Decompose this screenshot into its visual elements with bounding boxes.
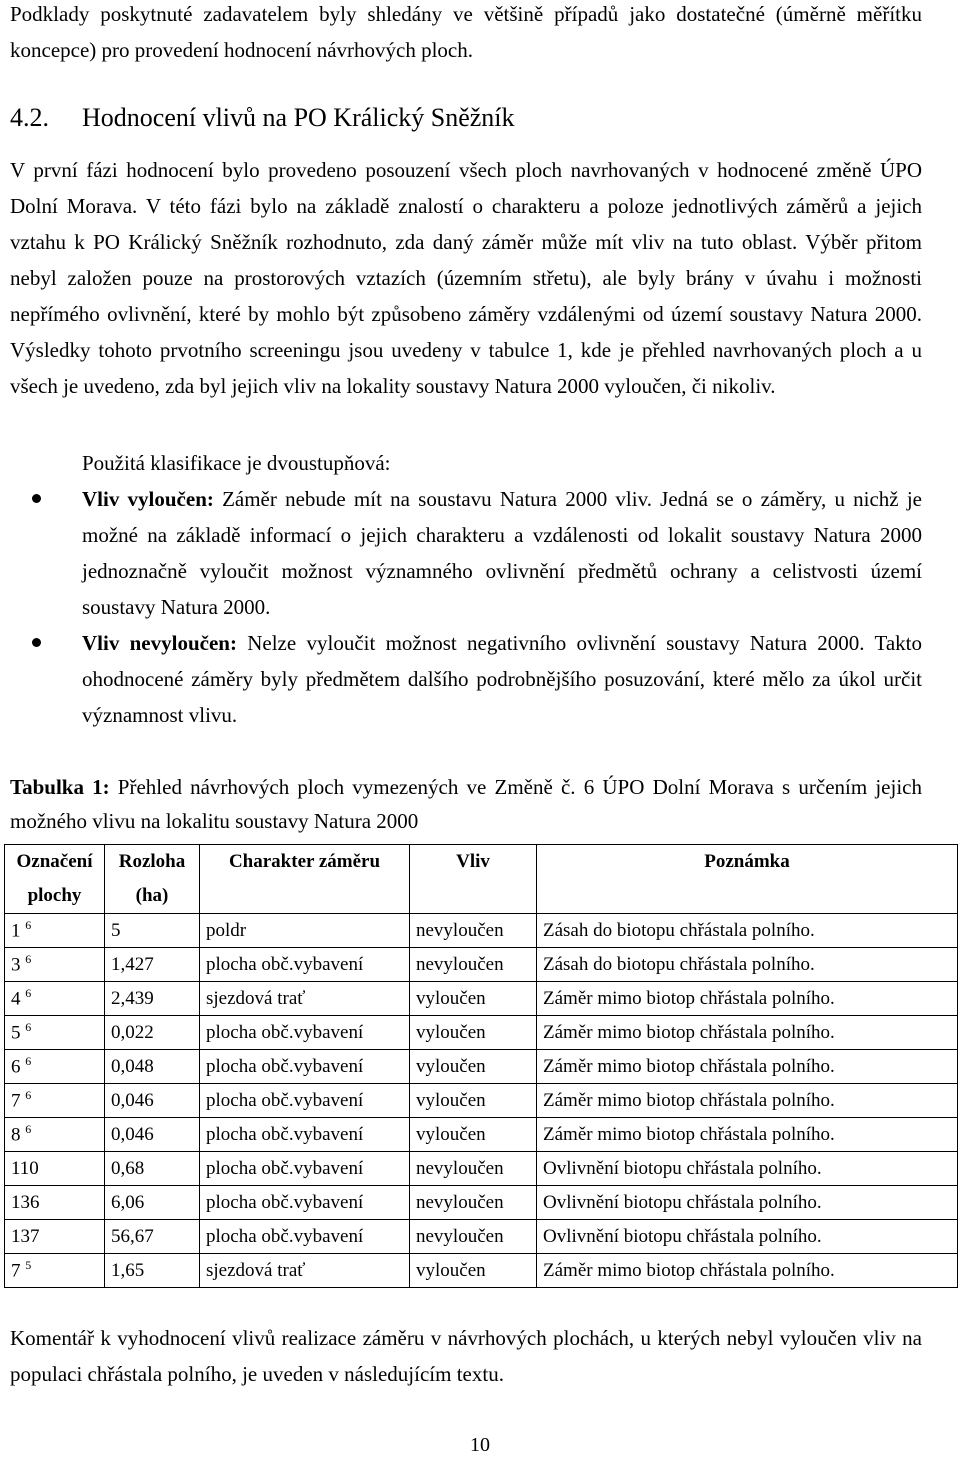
- plot-id-cell: [5, 948, 105, 982]
- impact-cell: [410, 1186, 537, 1220]
- plots-table: [4, 844, 958, 1288]
- impact-cell-text: vyloučen: [416, 1055, 486, 1077]
- type-cell: [200, 1084, 410, 1118]
- note-cell: [537, 1152, 958, 1186]
- type-cell-text: plocha obč.vybavení: [206, 1123, 364, 1145]
- header-cell: Poznámka: [537, 845, 958, 914]
- type-cell-text: plocha obč.vybavení: [206, 1191, 364, 1213]
- plot-id-cell-text: 110: [11, 1157, 39, 1179]
- type-cell: [200, 1118, 410, 1152]
- impact-cell: [410, 1254, 537, 1288]
- impact-cell-text: nevyloučen: [416, 1225, 504, 1247]
- note-cell-text: Ovlivnění biotopu chřástala polního.: [543, 1157, 822, 1179]
- plot-id-cell-text: 8: [11, 1124, 21, 1146]
- plot-id-cell: [5, 914, 105, 948]
- plot-id-cell: [5, 1084, 105, 1118]
- table-row: [5, 1254, 958, 1288]
- header-cell: Vliv: [410, 845, 537, 914]
- note-cell-text: Ovlivnění biotopu chřástala polního.: [543, 1225, 822, 1247]
- plot-id-cell: [5, 1016, 105, 1050]
- impact-cell-text: nevyloučen: [416, 953, 504, 975]
- screening-paragraph: V první fázi hodnocení bylo provedeno posouzení všech ploch navrhovaných v hodnocené změně ÚPO Dolní Morava. V této fázi bylo na základě znalostí o charakteru a poloze jednotlivých záměrů a jejich vztahu k PO Králický Sněžník rozhodnuto, zda daný záměr může mít vliv na tuto oblast. Výběr přitom nebyl založen pouze na prostorových vztazích (územním střetu), ale byly brány v úvahu i možnosti nepřímého ovlivnění, které by mohlo být způsobeno záměry vzdálenými od území soustavy Natura 2000. Výsledky tohoto prvotního screeningu jsou uvedeny v tabulce 1, kde je přehled navrhovaných ploch a u všech je uvedeno, zda byl jejich vliv na lokality soustavy Natura 2000 vyloučen, či nikoliv.: [10, 158, 922, 398]
- plot-id-cell-text: 136: [11, 1191, 40, 1213]
- area-cell-text: 0,68: [111, 1157, 145, 1179]
- table-body: [5, 914, 958, 1288]
- area-cell: [105, 1016, 200, 1050]
- intro-paragraph: Podklady poskytnuté zadavatelem byly shledány ve většině případů jako dostatečné (úměrně měřítku koncepce) pro provedení hodnocení návrhových ploch.: [10, 2, 922, 62]
- note-cell-text: Záměr mimo biotop chřástala polního.: [543, 1123, 835, 1145]
- area-cell-text: 0,022: [111, 1021, 154, 1043]
- type-cell-text: plocha obč.vybavení: [206, 1157, 364, 1179]
- impact-cell: [410, 1118, 537, 1152]
- section-heading: [10, 100, 515, 136]
- table-caption-label: Tabulka 1:: [10, 775, 110, 799]
- note-cell-text: Záměr mimo biotop chřástala polního.: [543, 1089, 835, 1111]
- classification-intro: Použitá klasifikace je dvoustupňová:: [82, 451, 391, 475]
- area-cell: [105, 948, 200, 982]
- table-row: [5, 914, 958, 948]
- page-number: 10: [470, 1434, 490, 1456]
- bullet-icon: [32, 494, 41, 503]
- area-cell: [105, 1084, 200, 1118]
- area-cell-text: 0,046: [111, 1089, 154, 1111]
- bullet-not-excluded: [82, 625, 922, 733]
- impact-cell-text: vyloučen: [416, 1021, 486, 1043]
- note-cell-text: Zásah do biotopu chřástala polního.: [543, 953, 815, 975]
- plot-id-cell: [5, 1186, 105, 1220]
- plot-id-cell: [5, 1152, 105, 1186]
- table-caption-text: Přehled návrhových ploch vymezených ve Změně č. 6 ÚPO Dolní Morava s určením jejich možného vlivu na lokalitu soustavy Natura 2000: [10, 775, 922, 833]
- note-cell-text: Záměr mimo biotop chřástala polního.: [543, 987, 835, 1009]
- note-cell: [537, 1118, 958, 1152]
- type-cell-text: sjezdová trať: [206, 987, 306, 1009]
- plot-id-cell-text: 5: [11, 1022, 21, 1044]
- plot-id-cell: [5, 1254, 105, 1288]
- plot-id-superscript: 6: [25, 918, 32, 933]
- table-row: [5, 948, 958, 982]
- plot-id-cell: [5, 1118, 105, 1152]
- bullet-text: Záměr nebude mít na soustavu Natura 2000 vliv. Jedná se o záměry, u nichž je možné na základě informací o jejich charakteru a vzdálenosti od lokalit soustavy Natura 2000 jednoznačně vyloučit možnost významného ovlivnění předmětů ochrany a celistvosti území soustavy Natura 2000.: [82, 487, 922, 619]
- note-cell: [537, 982, 958, 1016]
- impact-cell-text: vyloučen: [416, 1259, 486, 1281]
- plot-id-cell-text: 137: [11, 1225, 40, 1247]
- area-cell: [105, 982, 200, 1016]
- note-cell: [537, 948, 958, 982]
- type-cell-text: sjezdová trať: [206, 1259, 306, 1281]
- table-row: [5, 1220, 958, 1254]
- type-cell-text: poldr: [206, 919, 247, 941]
- note-cell-text: Záměr mimo biotop chřástala polního.: [543, 1055, 835, 1077]
- area-cell-text: 1,65: [111, 1259, 145, 1281]
- plot-id-cell-text: 7: [11, 1090, 21, 1112]
- impact-cell-text: vyloučen: [416, 1089, 486, 1111]
- plot-id-superscript: 6: [25, 1054, 32, 1069]
- area-cell-text: 2,439: [111, 987, 154, 1009]
- table-row: [5, 1186, 958, 1220]
- bullet-excluded: [82, 481, 922, 625]
- plot-id-cell-text: 1: [11, 920, 21, 942]
- type-cell-text: plocha obč.vybavení: [206, 1225, 364, 1247]
- table-header-row: [5, 845, 958, 914]
- bullet-text: Nelze vyloučit možnost negativního ovlivnění soustavy Natura 2000. Takto ohodnocené záměry byly předmětem dalšího podrobnějšího posuzování, které mělo za úkol určit významnost vlivu.: [82, 631, 922, 727]
- type-cell: [200, 1152, 410, 1186]
- area-cell: [105, 1186, 200, 1220]
- impact-cell: [410, 1220, 537, 1254]
- plot-id-superscript: 6: [25, 1020, 32, 1035]
- area-cell: [105, 914, 200, 948]
- type-cell: [200, 1220, 410, 1254]
- area-cell: [105, 1254, 200, 1288]
- impact-cell: [410, 1152, 537, 1186]
- area-cell-text: 6,06: [111, 1191, 145, 1213]
- bullet-term: Vliv vyloučen:: [82, 487, 214, 511]
- bullet-icon: [32, 638, 41, 647]
- note-cell-text: Zásah do biotopu chřástala polního.: [543, 919, 815, 941]
- impact-cell: [410, 1084, 537, 1118]
- plot-id-superscript: 6: [25, 952, 32, 967]
- area-cell: [105, 1050, 200, 1084]
- impact-cell: [410, 1050, 537, 1084]
- table-row: [5, 1084, 958, 1118]
- header-cell: Charakter záměru: [200, 845, 410, 914]
- impact-cell: [410, 982, 537, 1016]
- plot-id-cell-text: 6: [11, 1056, 21, 1078]
- table-row: [5, 1050, 958, 1084]
- note-cell-text: Ovlivnění biotopu chřástala polního.: [543, 1191, 822, 1213]
- impact-cell-text: vyloučen: [416, 987, 486, 1009]
- note-cell: [537, 914, 958, 948]
- plot-id-cell: [5, 982, 105, 1016]
- table-row: [5, 1016, 958, 1050]
- plot-id-cell: [5, 1050, 105, 1084]
- area-cell: [105, 1118, 200, 1152]
- plot-id-cell-text: 7: [11, 1260, 21, 1282]
- type-cell: [200, 1254, 410, 1288]
- impact-cell-text: vyloučen: [416, 1123, 486, 1145]
- area-cell-text: 56,67: [111, 1225, 154, 1247]
- table-row: [5, 1118, 958, 1152]
- plot-id-cell: [5, 1220, 105, 1254]
- type-cell-text: plocha obč.vybavení: [206, 1089, 364, 1111]
- type-cell: [200, 1050, 410, 1084]
- area-cell-text: 5: [111, 919, 121, 941]
- area-cell-text: 0,048: [111, 1055, 154, 1077]
- type-cell: [200, 948, 410, 982]
- area-cell-text: 0,046: [111, 1123, 154, 1145]
- plot-id-superscript: 6: [25, 986, 32, 1001]
- plot-id-cell-text: 3: [11, 954, 21, 976]
- note-cell: [537, 1254, 958, 1288]
- plot-id-superscript: 6: [25, 1122, 32, 1137]
- type-cell-text: plocha obč.vybavení: [206, 1055, 364, 1077]
- note-cell: [537, 1220, 958, 1254]
- bullet-term: Vliv nevyloučen:: [82, 631, 237, 655]
- area-cell: [105, 1152, 200, 1186]
- section-title: Hodnocení vlivů na PO Králický Sněžník: [82, 103, 515, 132]
- type-cell-text: plocha obč.vybavení: [206, 953, 364, 975]
- note-cell: [537, 1050, 958, 1084]
- impact-cell: [410, 914, 537, 948]
- note-cell: [537, 1016, 958, 1050]
- type-cell: [200, 982, 410, 1016]
- comment-paragraph: Komentář k vyhodnocení vlivů realizace záměru v návrhových plochách, u kterých nebyl vyloučen vliv na populaci chřástala polního, je uveden v následujícím textu.: [10, 1326, 922, 1386]
- table-row: [5, 1152, 958, 1186]
- note-cell: [537, 1186, 958, 1220]
- note-cell: [537, 1084, 958, 1118]
- impact-cell-text: nevyloučen: [416, 1191, 504, 1213]
- type-cell: [200, 1016, 410, 1050]
- impact-cell: [410, 1016, 537, 1050]
- type-cell: [200, 914, 410, 948]
- header-cell: Rozloha (ha): [105, 845, 200, 914]
- section-number: 4.2.: [10, 103, 49, 132]
- plot-id-superscript: 5: [25, 1258, 32, 1273]
- area-cell-text: 1,427: [111, 953, 154, 975]
- type-cell: [200, 1186, 410, 1220]
- header-cell: Označení plochy: [5, 845, 105, 914]
- impact-cell: [410, 948, 537, 982]
- area-cell: [105, 1220, 200, 1254]
- plot-id-cell-text: 4: [11, 988, 21, 1010]
- note-cell-text: Záměr mimo biotop chřástala polního.: [543, 1259, 835, 1281]
- note-cell-text: Záměr mimo biotop chřástala polního.: [543, 1021, 835, 1043]
- table-row: [5, 982, 958, 1016]
- table-caption: [10, 770, 922, 838]
- impact-cell-text: nevyloučen: [416, 1157, 504, 1179]
- plot-id-superscript: 6: [25, 1088, 32, 1103]
- type-cell-text: plocha obč.vybavení: [206, 1021, 364, 1043]
- impact-cell-text: nevyloučen: [416, 919, 504, 941]
